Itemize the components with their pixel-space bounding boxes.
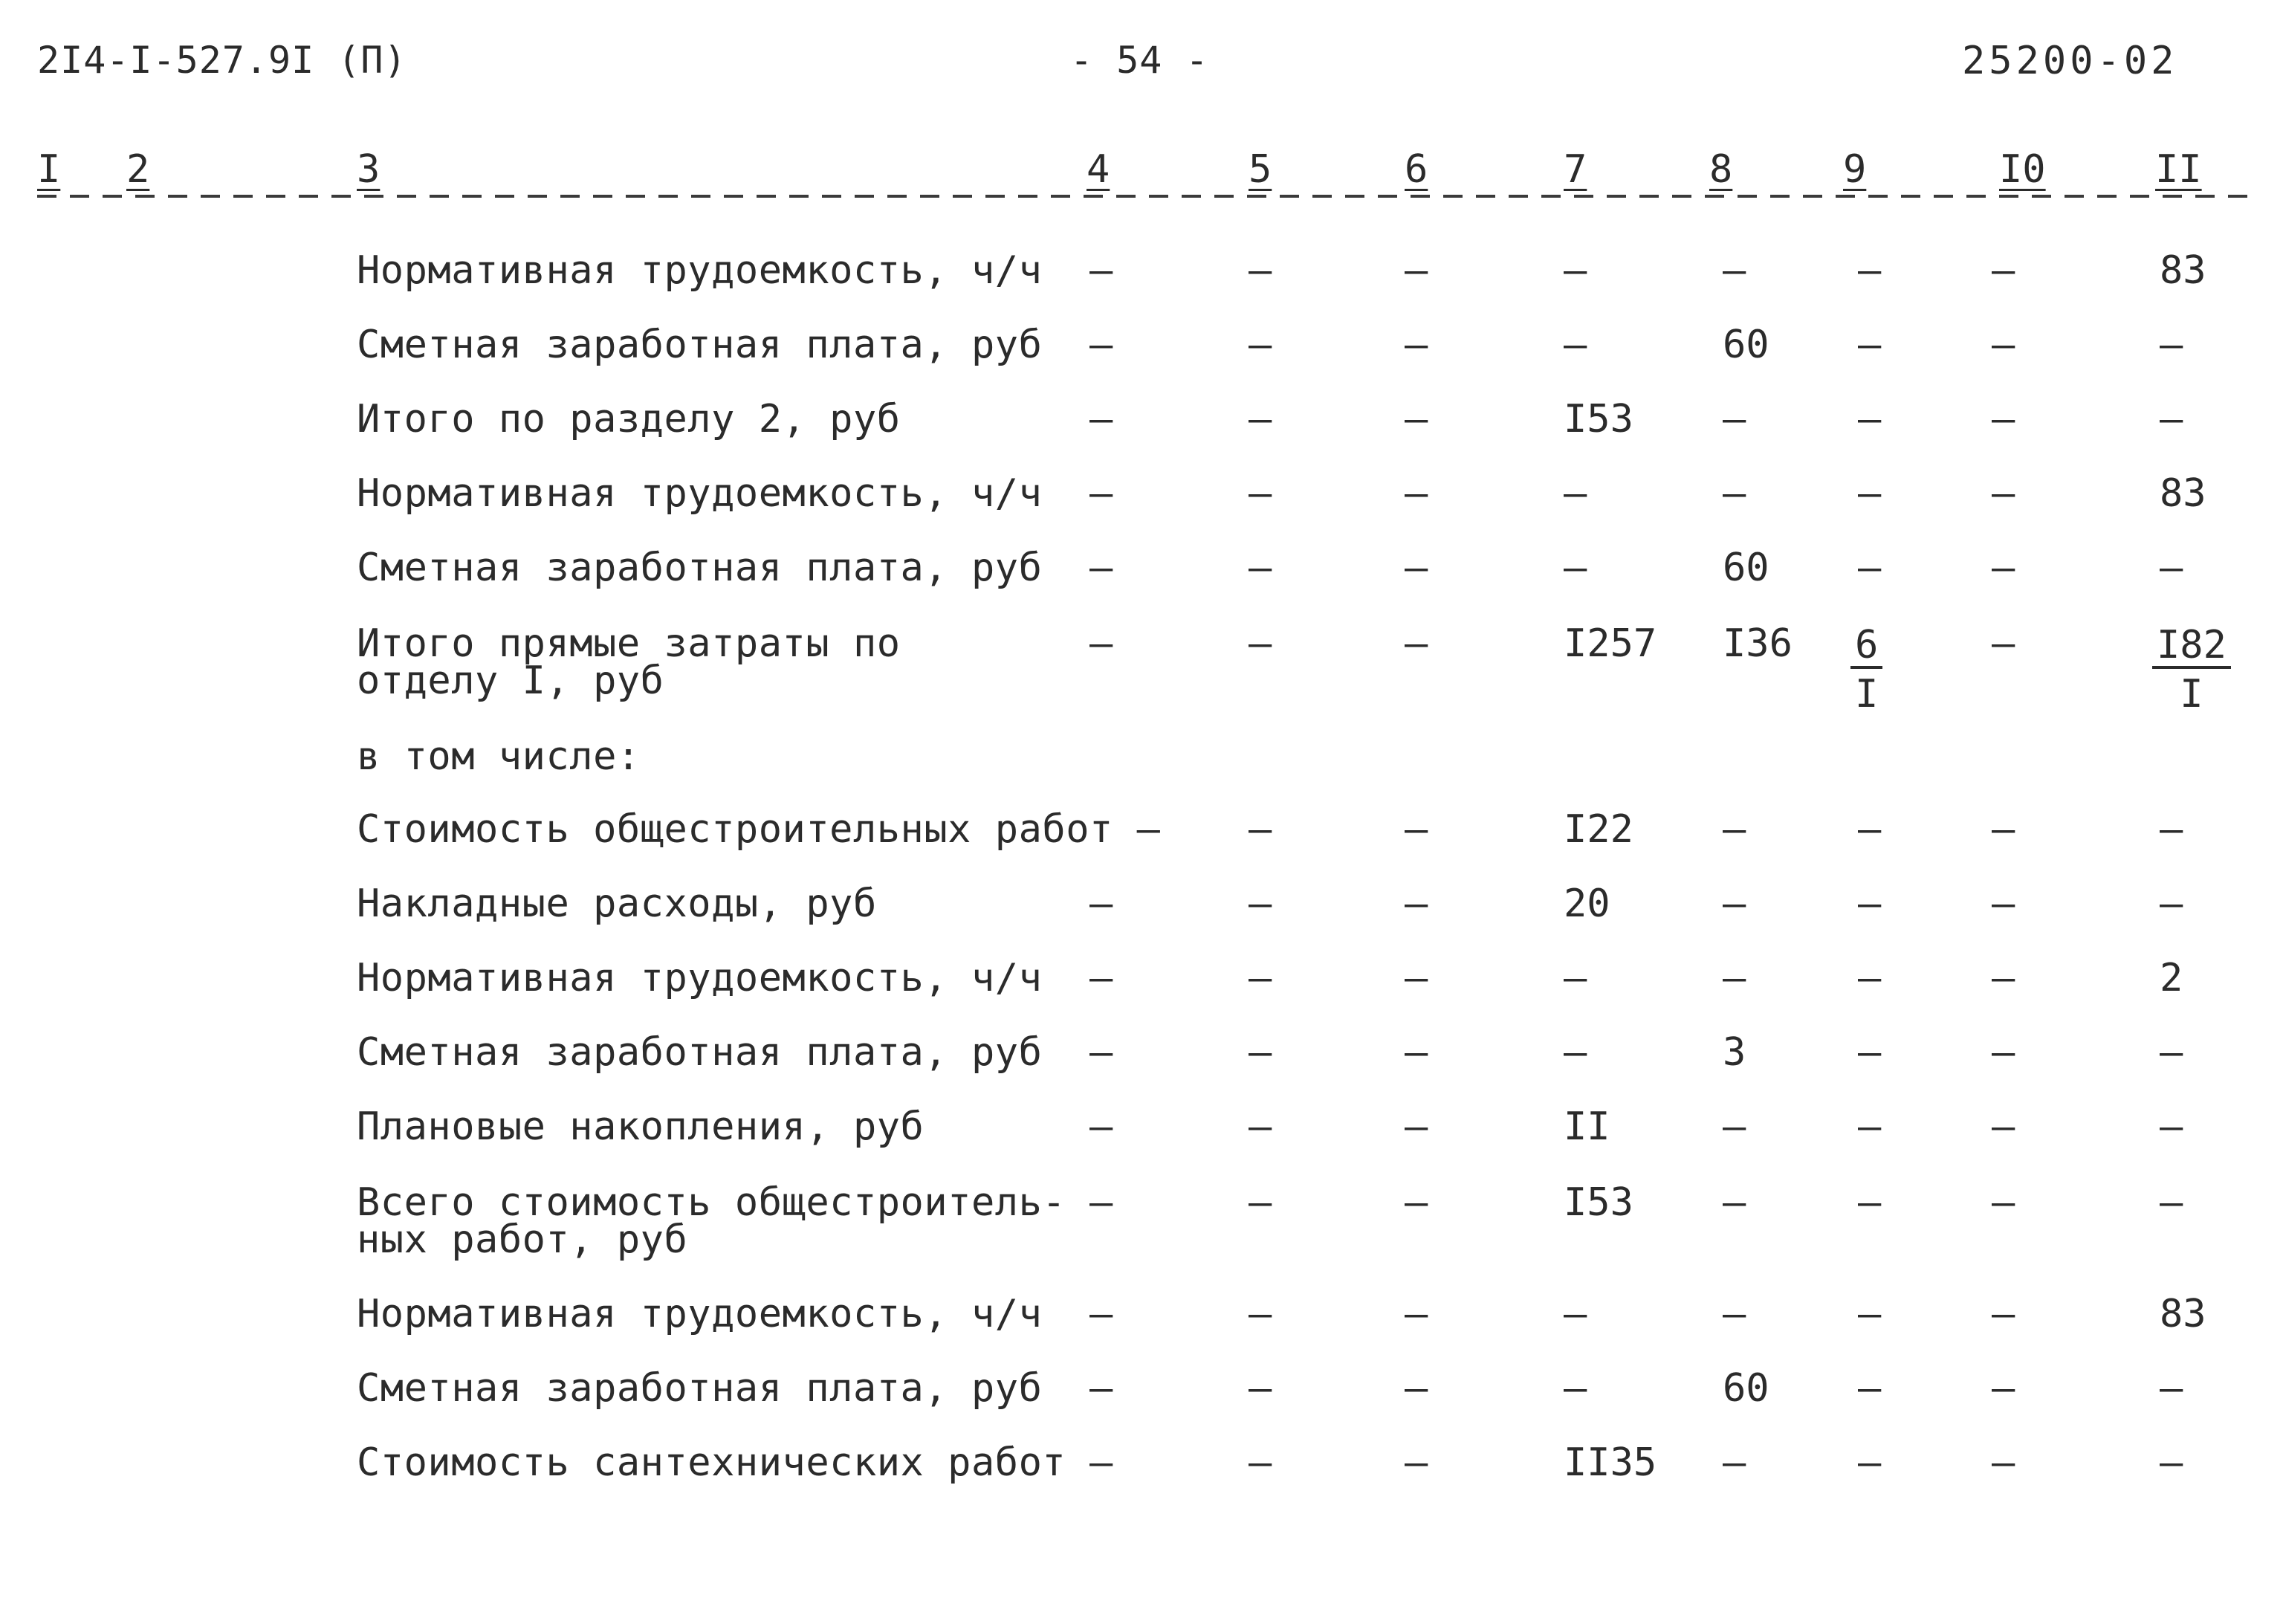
cell-col-11: –	[2160, 1440, 2183, 1485]
cell-col-9: –	[1858, 323, 1882, 367]
cell-col-5: –	[1249, 248, 1272, 293]
cell-col-7: II35	[1564, 1440, 1657, 1485]
cell-col-8: 60	[1723, 1366, 1769, 1411]
table-row	[0, 248, 2283, 311]
table-row	[0, 881, 2283, 944]
cell-col-5: –	[1249, 1440, 1272, 1485]
cell-col-6: –	[1405, 1180, 1428, 1225]
cell-col-8: –	[1723, 1180, 1746, 1225]
cell-col-10: –	[1992, 397, 2015, 441]
cell-col-7: 20	[1564, 881, 1610, 926]
cell-col-10: –	[1992, 621, 2015, 666]
column-header-4: 4	[1087, 147, 1110, 192]
row-label-line-2: отделу I, руб	[357, 659, 664, 703]
cell-col-10: –	[1992, 323, 2015, 367]
cell-col-9: –	[1858, 397, 1882, 441]
cell-col-11: –	[2160, 323, 2183, 367]
cell-col-10: –	[1992, 1180, 2015, 1225]
cell-col-11: 83	[2160, 248, 2206, 293]
cell-col-5: –	[1249, 1292, 1272, 1336]
row-label-line: Итого прямые затраты по	[357, 621, 901, 666]
cell-col-5: –	[1249, 546, 1272, 590]
cell-col-4: –	[1089, 323, 1113, 367]
cell-col-10: –	[1992, 1030, 2015, 1075]
table-row	[0, 323, 2283, 385]
row-label-line: в том числе:	[357, 734, 641, 779]
cell-col-10: –	[1992, 248, 2015, 293]
table-row	[0, 1030, 2283, 1093]
cell-col-10: –	[1992, 807, 2015, 852]
fraction-numerator: 6	[1850, 624, 1882, 669]
cell-col-9: –	[1858, 1180, 1882, 1225]
column-header-5: 5	[1249, 147, 1272, 192]
cell-col-9: –	[1858, 1366, 1882, 1411]
cell-col-9: –	[1858, 546, 1882, 590]
cell-col-11: –	[2160, 546, 2183, 590]
cell-col-7: –	[1564, 323, 1587, 367]
fraction-cell-col-9	[1850, 624, 1882, 719]
cell-col-4: –	[1089, 1104, 1113, 1149]
cell-col-6: –	[1405, 621, 1428, 666]
row-label	[357, 621, 901, 703]
cell-col-9: –	[1858, 471, 1882, 516]
row-label	[357, 397, 901, 441]
cell-col-7: I53	[1564, 397, 1633, 441]
cell-col-5: –	[1249, 1030, 1272, 1075]
cell-col-4: –	[1089, 1440, 1113, 1485]
row-label-line: Всего стоимость общестроитель-	[357, 1180, 1066, 1225]
table-row	[0, 397, 2283, 459]
cell-col-6: –	[1405, 1440, 1428, 1485]
cell-col-11: 83	[2160, 1292, 2206, 1336]
cell-col-9: –	[1858, 248, 1882, 293]
document-code: 2I4-I-527.9I (П)	[37, 39, 407, 82]
cell-col-8: 60	[1723, 546, 1769, 590]
cell-col-9: –	[1858, 881, 1882, 926]
cell-col-6: –	[1405, 397, 1428, 441]
row-label	[357, 1180, 1066, 1262]
column-header-8: 8	[1709, 147, 1733, 192]
row-label-line: Итого по разделу 2, руб	[357, 397, 901, 441]
cell-col-4: –	[1089, 248, 1113, 293]
cell-col-8: –	[1723, 1292, 1746, 1336]
cell-col-10: –	[1992, 1292, 2015, 1336]
cell-col-5: –	[1249, 471, 1272, 516]
row-label-line: Нормативная трудоемкость, ч/ч	[357, 248, 1043, 293]
table-row	[0, 1366, 2283, 1429]
row-label-line: Нормативная трудоемкость, ч/ч	[357, 956, 1043, 1000]
row-label	[357, 734, 641, 779]
cell-col-11: –	[2160, 881, 2183, 926]
row-label-line: Нормативная трудоемкость, ч/ч	[357, 1292, 1043, 1336]
cell-col-10: –	[1992, 881, 2015, 926]
cell-col-4: –	[1089, 621, 1113, 666]
cell-col-8: –	[1723, 956, 1746, 1000]
cell-col-8: –	[1723, 471, 1746, 516]
cell-col-10: –	[1992, 471, 2015, 516]
row-label	[357, 248, 1043, 293]
cell-col-8: 3	[1723, 1030, 1746, 1075]
cell-col-9: –	[1858, 1030, 1882, 1075]
cell-col-8: –	[1723, 1104, 1746, 1149]
column-header-10: I0	[1999, 147, 2046, 192]
column-header-1: I	[37, 147, 61, 192]
cell-col-7: –	[1564, 1366, 1587, 1411]
table-row	[0, 546, 2283, 608]
cell-col-4: –	[1089, 1292, 1113, 1336]
cell-col-4: –	[1089, 1366, 1113, 1411]
cell-col-8: –	[1723, 881, 1746, 926]
cell-col-8: –	[1723, 807, 1746, 852]
cell-col-11: 2	[2160, 956, 2183, 1000]
cell-col-11: –	[2160, 1180, 2183, 1225]
cell-col-11: –	[2160, 397, 2183, 441]
table-row	[0, 1180, 2283, 1262]
column-header-9: 9	[1843, 147, 1867, 192]
table-row	[0, 1292, 2283, 1354]
cell-col-10: –	[1992, 546, 2015, 590]
cell-col-11: –	[2160, 1366, 2183, 1411]
row-label	[357, 1104, 924, 1149]
cell-col-9: –	[1858, 956, 1882, 1000]
row-label-line: Сметная заработная плата, руб	[357, 1366, 1043, 1411]
cell-col-10: –	[1992, 1440, 2015, 1485]
cell-col-5: –	[1249, 621, 1272, 666]
row-label-line: Сметная заработная плата, руб	[357, 546, 1043, 590]
cell-col-7: I257	[1564, 621, 1657, 666]
cell-col-8: –	[1723, 248, 1746, 293]
cell-col-9: –	[1858, 1104, 1882, 1149]
cell-col-5: –	[1249, 956, 1272, 1000]
column-header-2: 2	[126, 147, 150, 192]
cell-col-5: –	[1249, 881, 1272, 926]
column-header-7: 7	[1564, 147, 1587, 192]
cell-col-6: –	[1405, 1366, 1428, 1411]
fraction-denominator: I	[2180, 672, 2203, 716]
fraction-denominator: I	[1855, 672, 1879, 716]
cell-col-8: –	[1723, 397, 1746, 441]
cell-col-6: –	[1405, 471, 1428, 516]
row-label	[357, 807, 1161, 852]
cell-col-7: –	[1564, 471, 1587, 516]
table-row	[0, 621, 2283, 716]
cell-col-9: –	[1858, 807, 1882, 852]
table-row	[0, 956, 2283, 1018]
column-header-6: 6	[1405, 147, 1428, 192]
cell-col-4: –	[1089, 397, 1113, 441]
cell-col-5: –	[1249, 1366, 1272, 1411]
cell-col-6: –	[1405, 1030, 1428, 1075]
cell-col-7: –	[1564, 1030, 1587, 1075]
cell-col-5: –	[1249, 397, 1272, 441]
cell-col-11: 83	[2160, 471, 2206, 516]
cell-col-4: –	[1089, 881, 1113, 926]
row-label-line: Стоимость сантехнических работ	[357, 1440, 1066, 1485]
cell-col-10: –	[1992, 1366, 2015, 1411]
cell-col-6: –	[1405, 956, 1428, 1000]
cell-col-7: –	[1564, 546, 1587, 590]
table-row	[0, 1104, 2283, 1167]
cell-col-6: –	[1405, 1292, 1428, 1336]
row-label	[357, 1440, 1066, 1485]
table-row	[0, 471, 2283, 534]
cell-col-11: –	[2160, 807, 2183, 852]
cell-col-4: –	[1089, 471, 1113, 516]
cell-col-11: –	[2160, 1030, 2183, 1075]
table-row	[0, 807, 2283, 870]
row-label-line: Сметная заработная плата, руб	[357, 1030, 1043, 1075]
column-header-3: 3	[357, 147, 380, 192]
table-row	[0, 734, 2283, 797]
cell-col-4: –	[1089, 546, 1113, 590]
cell-col-7: –	[1564, 248, 1587, 293]
page-number: - 54 -	[1070, 39, 1209, 82]
cell-col-10: –	[1992, 956, 2015, 1000]
cell-col-7: II	[1564, 1104, 1610, 1149]
cell-col-7: I22	[1564, 807, 1633, 852]
row-label	[357, 323, 1043, 367]
row-label	[357, 1030, 1043, 1075]
row-label	[357, 881, 877, 926]
cell-col-9: –	[1858, 1440, 1882, 1485]
row-label	[357, 956, 1043, 1000]
row-label-line: Накладные расходы, руб	[357, 881, 877, 926]
cell-col-8: 60	[1723, 323, 1769, 367]
cell-col-9: –	[1858, 1292, 1882, 1336]
fraction-cell-col-11	[2152, 624, 2231, 719]
row-label-line: Сметная заработная плата, руб	[357, 323, 1043, 367]
row-label-line-2: ных работ, руб	[357, 1217, 688, 1262]
cell-col-7: –	[1564, 956, 1587, 1000]
row-label	[357, 1292, 1043, 1336]
cell-col-7: –	[1564, 1292, 1587, 1336]
cell-col-8: –	[1723, 1440, 1746, 1485]
cell-col-6: –	[1405, 1104, 1428, 1149]
cell-col-10: –	[1992, 1104, 2015, 1149]
row-label-line: Стоимость общестроительных работ –	[357, 807, 1161, 852]
cell-col-6: –	[1405, 807, 1428, 852]
fraction-numerator: I82	[2152, 624, 2231, 669]
row-label	[357, 1366, 1043, 1411]
cell-col-6: –	[1405, 881, 1428, 926]
row-label	[357, 546, 1043, 590]
header-dashed-rule	[37, 195, 2259, 198]
cell-col-6: –	[1405, 248, 1428, 293]
cell-col-4: –	[1089, 1030, 1113, 1075]
cell-col-7: I53	[1564, 1180, 1633, 1225]
row-label-line: Плановые накопления, руб	[357, 1104, 924, 1149]
cell-col-5: –	[1249, 323, 1272, 367]
cell-col-8: I36	[1723, 621, 1793, 666]
table-row	[0, 1440, 2283, 1503]
cell-col-5: –	[1249, 807, 1272, 852]
cell-col-6: –	[1405, 546, 1428, 590]
row-label-line: Нормативная трудоемкость, ч/ч	[357, 471, 1043, 516]
cell-col-6: –	[1405, 323, 1428, 367]
column-header-11: II	[2155, 147, 2202, 192]
cell-col-4: –	[1089, 956, 1113, 1000]
cell-col-4: –	[1089, 1180, 1113, 1225]
cell-col-5: –	[1249, 1180, 1272, 1225]
cell-col-5: –	[1249, 1104, 1272, 1149]
row-label	[357, 471, 1043, 516]
sheet-code: 25200-02	[1962, 39, 2178, 83]
cell-col-11: –	[2160, 1104, 2183, 1149]
